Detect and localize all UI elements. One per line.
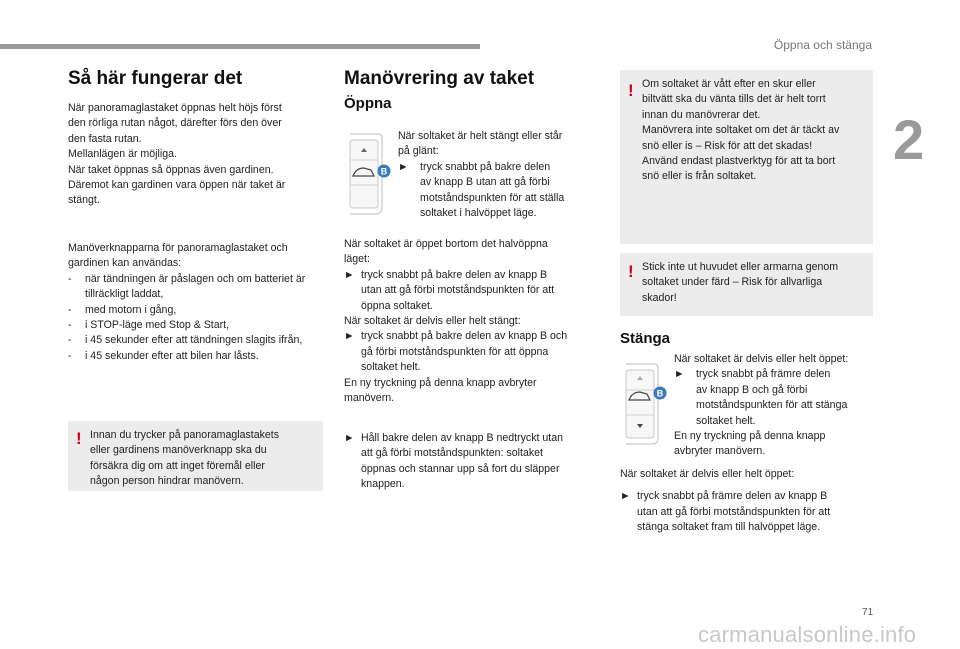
- chapter-number: 2: [893, 108, 925, 171]
- text-line: Manöverknapparna för panoramaglastaket och: [68, 242, 288, 254]
- text-line: När soltaket är öppet bortom det halvöppna: [344, 238, 548, 250]
- svg-text:B: B: [656, 388, 664, 399]
- warning-icon: !: [76, 429, 82, 448]
- text-line: När soltaket är delvis eller helt öppet:: [674, 353, 849, 365]
- text-line: När soltaket är helt stängt eller står: [398, 130, 563, 142]
- list-item: ► tryck snabbt på främre delen: [674, 368, 831, 381]
- text-line: soltaket under färd – Risk för allvarliga: [642, 276, 823, 289]
- list-item: - med motorn i gång,: [68, 303, 177, 316]
- text-line: att gå förbi motståndspunkten: soltaket: [361, 447, 543, 460]
- text-line: den rörliga rutan något, därefter förs den över: [68, 117, 282, 130]
- list-item: ► Håll bakre delen av knapp B nedtryckt utan: [344, 432, 563, 444]
- text-line: av knapp B och gå förbi: [696, 383, 808, 396]
- text-line: biltvätt ska du vänta tills det är helt torrt: [642, 93, 826, 106]
- text-line: den fasta rutan.: [68, 132, 142, 145]
- text-line: Däremot kan gardinen vara öppen när taket är: [68, 179, 286, 192]
- warning-icon: !: [628, 81, 634, 100]
- text-line: öppnas och stannar upp så fort du släpper: [361, 462, 560, 475]
- roof-button-illustration: [620, 360, 670, 446]
- text-line: Mellanlägen är möjliga.: [68, 148, 177, 161]
- text-line: När soltaket är delvis eller helt öppet:: [620, 468, 795, 480]
- svg-text:B: B: [380, 166, 388, 177]
- warning-box-wet-roof: [620, 70, 873, 244]
- text-line: Stick inte ut huvudet eller armarna genom: [642, 261, 839, 273]
- text-line: Om soltaket är vått efter en skur eller: [642, 78, 816, 90]
- text-line: soltaket i halvöppet läge.: [420, 207, 537, 220]
- section-title: Öppna och stänga: [773, 38, 872, 52]
- text-line: skador!: [642, 291, 677, 304]
- text-line: gå förbi motståndspunkten för att öppna: [361, 345, 549, 358]
- list-item: ► tryck snabbt på bakre delen: [398, 160, 551, 173]
- roof-button-illustration: [344, 130, 394, 216]
- close-partial-instructions: [620, 467, 875, 536]
- list-item: - i 45 sekunder efter att bilen har låsts.: [68, 349, 259, 362]
- text-line: försäkra dig om att inget föremål eller: [90, 459, 265, 472]
- text-line: knappen.: [361, 478, 405, 491]
- text-line: snö eller is från soltaket.: [642, 170, 757, 183]
- text-line: läget:: [344, 253, 370, 266]
- close-instructions: [674, 352, 874, 460]
- text-line: gardinen kan användas:: [68, 257, 182, 270]
- header-rule: [0, 44, 480, 49]
- text-line: öppna soltaket.: [361, 299, 433, 312]
- text-line: motståndspunkten för att ställa: [420, 191, 565, 204]
- text-line: utan att gå förbi motståndspunkten för att: [361, 284, 555, 297]
- text-line: En ny tryckning på denna knapp avbryter: [344, 376, 537, 389]
- text-line: innan du manövrerar det.: [642, 108, 761, 121]
- para-how-it-works: [68, 101, 323, 209]
- text-line: Innan du trycker på panoramaglastakets: [90, 429, 280, 441]
- text-line: av knapp B utan att gå förbi: [420, 176, 550, 189]
- heading-how-it-works: Så här fungerar det: [68, 68, 243, 89]
- text-line: soltaket helt.: [361, 361, 421, 374]
- text-line: utan att gå förbi motståndspunkten för att: [637, 505, 831, 518]
- hold-instruction: [344, 431, 606, 493]
- heading-roof-operation: Manövrering av taket: [344, 68, 535, 89]
- text-line: på glänt:: [398, 145, 439, 158]
- text-line: Använd endast plastverktyg för att ta bort: [642, 155, 836, 168]
- text-line: eller gardinens manöverknapp ska du: [90, 444, 267, 457]
- text-line: När soltaket är delvis eller helt stängt:: [344, 315, 521, 328]
- list-item: - när tändningen är påslagen och om batteriet är tillräckligt laddat,: [68, 272, 306, 301]
- text-line: avbryter manövern.: [674, 445, 766, 458]
- list-item: ► tryck snabbt på främre delen av knapp B: [620, 490, 828, 503]
- list-item: ► tryck snabbt på bakre delen av knapp B och: [344, 330, 568, 343]
- warning-icon: !: [628, 262, 634, 281]
- text-line: stängt.: [68, 194, 100, 207]
- watermark: carmanualsonline.info: [698, 622, 917, 647]
- list-item: ► tryck snabbt på bakre delen av knapp B: [344, 268, 548, 281]
- warning-box-head-arms: [620, 253, 873, 316]
- text-line: När panoramaglastaket öppnas helt höjs först: [68, 102, 282, 114]
- open-instructions: [398, 129, 578, 221]
- text-line: När taket öppnas så öppnas även gardinen.: [68, 163, 274, 176]
- text-line: En ny tryckning på denna knapp: [674, 430, 826, 443]
- list-item: - i 45 sekunder efter att tändningen slagits ifrån,: [68, 334, 303, 347]
- open-further-instructions: [344, 237, 606, 406]
- text-line: stänga soltaket fram till halvöppet läge.: [637, 521, 821, 534]
- text-line: motståndspunkten för att stänga: [696, 399, 848, 412]
- subheading-open: Öppna: [344, 95, 392, 112]
- warning-box: [68, 421, 323, 491]
- text-line: manövern.: [344, 392, 395, 405]
- text-line: soltaket helt.: [696, 414, 756, 427]
- page-number: 71: [862, 607, 874, 618]
- text-line: Manövrera inte soltaket om det är täckt av: [642, 124, 840, 137]
- text-line: snö eller is – Risk för att det skadas!: [642, 139, 813, 152]
- para-usage-conditions: [68, 241, 323, 364]
- subheading-close: Stänga: [620, 330, 671, 347]
- list-item: - i STOP-läge med Stop & Start,: [68, 319, 230, 332]
- text-line: någon person hindrar manövern.: [90, 475, 244, 488]
